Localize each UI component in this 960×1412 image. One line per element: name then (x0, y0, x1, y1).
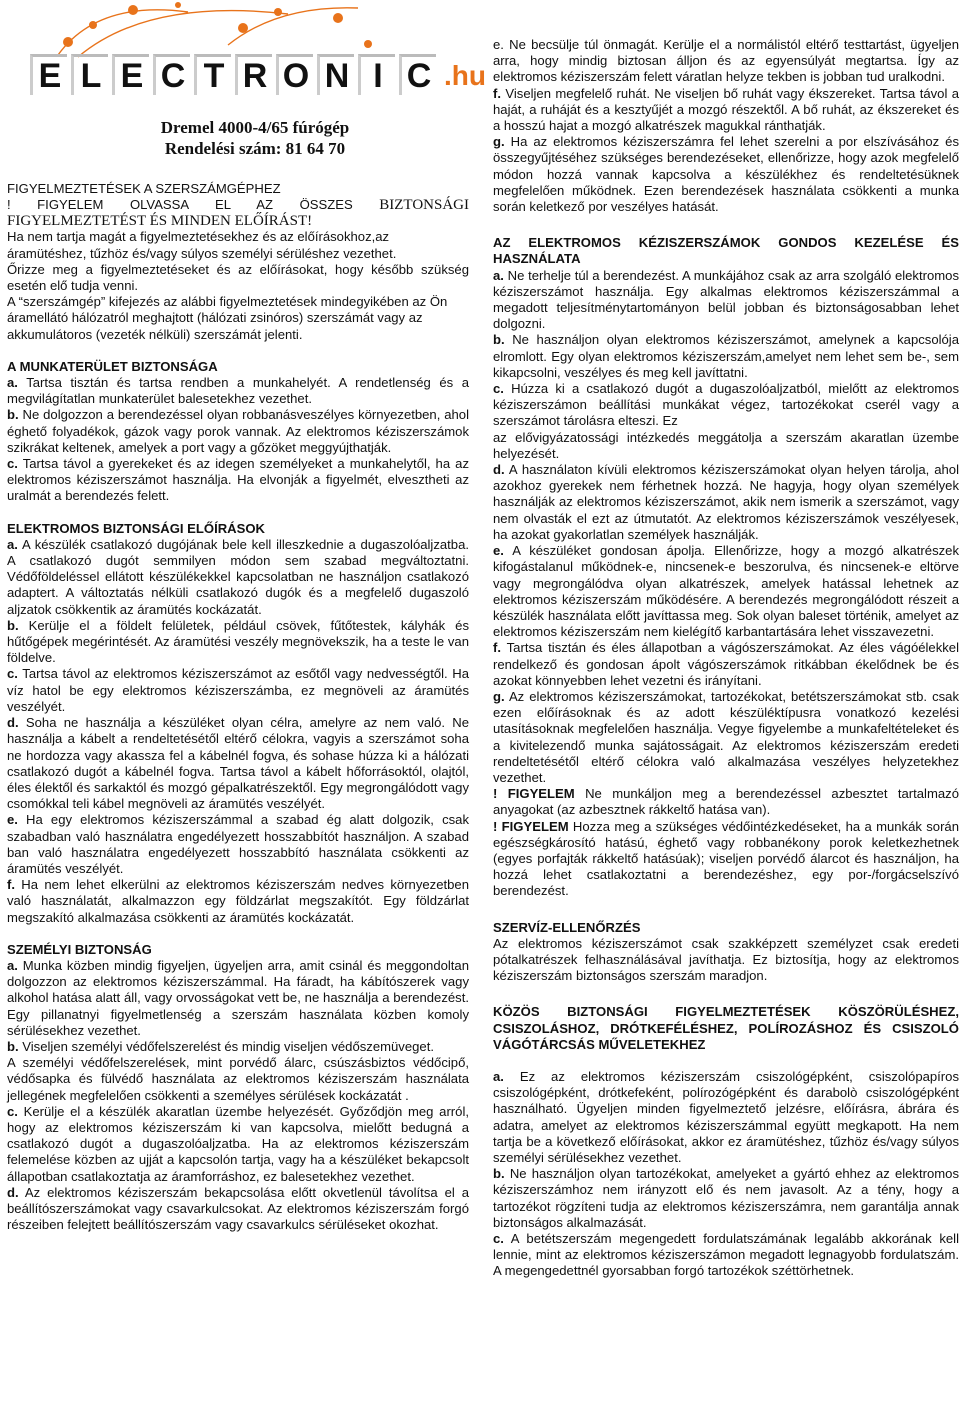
list-item: b. Ne dolgozzon a berendezéssel olyan robbanásveszélyes környezetben, ahol éghető folyadékok, gázok vagy porok vannak. Az elektromos kéziszerszámok szikrákat keltenek, amelyek a port vagy a gőzöket meggyújthatják. (7, 407, 469, 455)
section-heading-machine-warnings: FIGYELMEZTETÉSEK A SZERSZÁMGÉPHEZ (7, 181, 281, 196)
logo-letter: C (153, 54, 190, 95)
list-item: a. A készülék csatlakozó dugójának bele kell illeszkednie a dugaszolóaljzatba. A csatlakozó dugót semmilyen módon sem szabad megváltoztatni. Védőföldeléssel ellátott készülékekkel kapcsolatban ne használjon csatlakozó adaptert. A változtatás nélküli csatlakozó dugók és a megfelelő dugaszoló aljzatok csökkentik az áramütés kockázatát. (7, 536, 469, 617)
list-item: a. Tartsa tisztán és tartsa rendben a munkahelyét. A rendetlenség és a megvilágítatlan munkaterület balesetekhez vezethet. (7, 375, 469, 407)
paragraph-warning-consequence: Ha nem tartja magát a figyelmeztetésekhez és az előírásokhoz,az áramütéshez, tűzhöz és/vagy súlyos személyi sérüléshez vezethet. (7, 229, 397, 261)
section-heading-tool-care: AZ ELEKTROMOS KÉZISZERSZÁMOK GONDOS KEZELÉSE ÉS HASZNÁLATA (493, 235, 959, 267)
logo-letter: R (235, 54, 272, 95)
list-item: b. Ne használjon olyan tartozékokat, amelyeket a gyártó ehhez az elektromos kéziszerszámhoz nem irányzott elő és nem javasolt. Az a tény, hogy a tartozékot rögzíteni tudja az elektromos kéziszerszámra, nem garantálja annak biztonságos alkalmazását. (493, 1166, 959, 1230)
list-item: c. Húzza ki a csatlakozó dugót a dugaszolóaljzatból, mielőtt az elektromos kéziszerszámon beállítási munkákat végez, tartozékokat cserél vagy a szerszámot tárolásra elteszi. Ez (493, 381, 959, 429)
list-item: a. Munka közben mindig figyeljen, ügyeljen arra, amit csinál és meggondoltan dolgozzon az elektromos kéziszerszámmal. Ha fáradt, ha kábítószerek vagy alkohol hatása alatt áll, vagy orvosságokat vett be, ne használja a berendezést. Egy pillanatnyi figyelmetlenség a szerszám használata közben komoly sérülésekhez vezethet. (7, 957, 469, 1038)
list-item: a. Ez az elektromos kéziszerszám csiszológépként, csiszolópapíros csiszológépként, drótkefeként, polírozógépként és darabolò csiszológépként használható. Ügyeljen minden figyelmeztető jelzésre, előírásra, ábrára és adatra, amelyet az elektromos kéziszerszámmal együtt megkapott. Ha nem tartja be a következő előírásokat, akkor ez áramütéshez, tűzhöz és/vagy súlyos személyi sérülésekhez vezethet. (493, 1068, 959, 1165)
list-item: a. Ne terhelje túl a berendezést. A munkájához csak az arra szolgáló elektromos kéziszerszámot használja. Egy alkalmas elektromos kéziszerszámmal a megadott teljesítménytartományon belül jobban és biztonságosabban lehet dolgozni. (493, 267, 959, 332)
logo-letter: I (358, 54, 395, 95)
logo-letter: O (276, 54, 313, 95)
list-item: f. Ha nem lehet elkerülni az elektromos kéziszerszám nedves környezetben való használatát, alkalmazzon egy földzárlat megszakítót. Egy földzárlat megszakító alkalmazása csökkenti az áramütés kockázatát. (7, 877, 469, 925)
list-item: f. Viseljen megfelelő ruhát. Ne viseljen bő ruhát vagy ékszereket. Tartsa távol a haját, a ruháját és a kesztyűjét a mozgó részektől. A bő ruhát, az ékszereket és a hosszú hajat a mozgó alkatrészek magukkal ránthatják. (493, 85, 959, 134)
list-item: e. A készüléket gondosan ápolja. Ellenőrizze, hogy a mozgó alkatrészek kifogástalanul működnek-e, nincsenek-e beszorulva, és nincsenek-e eltörve vagy megrongálódva olyan alkatrészek, amelyek hatással lehetnek az elektromos kéziszerszám működésére. A berendezés megrongálódott részeit a készülék használata előtt javíttassa meg. Sok olyan baleset történik, amelyet az elektromos kéziszerszám nem kielégítő karbantartására lehet visszavezetni. (493, 543, 959, 640)
list-item: e. Ha egy elektromos kéziszerszámmal a szabad ég alatt dolgozik, csak szabadban való használatra engedélyezett hosszabbítót használjon. A szabad ban való használatra engedélyezett hosszabbító használata csökkenti az áramütés veszélyét. (7, 812, 469, 876)
section-heading-work-area: A MUNKATERÜLET BIZTONSÁGA (7, 358, 218, 374)
section-heading-personal: SZEMÉLYI BIZTONSÁG (7, 941, 152, 957)
logo-letter: E (112, 54, 149, 95)
list-item: e. Ne becsülje túl önmagát. Kerülje el a normálistól eltérő testtartást, ügyeljen arra, hogy mindig biztosan álljon és az egyensúlyát megtartsa. Így az elektromos kéziszerszám felett váratlan helyze tekben is jobban tud uralkodni. (493, 37, 959, 85)
warning-asbestos: ! FIGYELEM Ne munkáljon meg a berendezéssel azbesztet tartalmazó anyagokat (az azbesztnek rákkeltő hatása van). (493, 786, 959, 818)
list-item: f. Tartsa tisztán és éles állapotban a vágószerszámokat. Az éles vágóélekkel rendelkező és gondosan ápolt vágószerszámok ritkábban ékelődnek be és azokat könnyebben lehet vezetni és irányítani. (493, 640, 959, 688)
spacer (493, 1053, 959, 1069)
logo-suffix: .hu (444, 60, 486, 91)
list-item: d. Az elektromos kéziszerszám bekapcsolása előtt okvetlenül távolítsa el a beállítószerszámokat vagy csavarkulcsokat. Az elektromos kéziszerszám forgó részeiben felejtett beállítószerszám vagy csavarkulcs sérüléseket okozhat. (7, 1184, 469, 1233)
paragraph-service: Az elektromos kéziszerszámot csak szakképzett személyzet csak eredeti pótalkatrészek felhasználásával javíthatja. Ez biztosítja, hogy az elektromos kéziszerszám biztonságos szerszám maradjon. (493, 935, 959, 984)
list-item: g. Ha az elektromos kéziszerszámra fel lehet szerelni a por elszívásához és összegyűjtéséhez szükséges berendezéseket, ellenőrizze, hogy azok megfelelő módon hozzá vannak kapcsolva a készülékhez és rendeltetésüknek megfelelően működnek. Ezen berendezések használata csökkenti a munka során keletkező por veszélyes hatását. (493, 134, 959, 215)
right-column (493, 37, 959, 1280)
left-column (7, 181, 469, 1233)
logo-swoosh-icon (38, 0, 398, 60)
paragraph-keep-instructions: Őrizze meg a figyelmeztetéseket és az előírásokat, hogy később szükség esetén elő tudja venni. (7, 261, 469, 294)
section-heading-service: SZERVÍZ-ELLENŐRZÉS (493, 919, 641, 935)
paragraph-general-warning: ! FIGYELEM OLVASSA EL AZ ÖSSZES BIZTONSÁGI (7, 197, 469, 214)
paragraph-care-c-cont: az elővigyázatossági intézkedés meggátolja a szerszám akaratlan üzembe helyezését. (493, 429, 959, 461)
product-name: Dremel 4000-4/65 fúrógép (160, 118, 350, 137)
list-item: b. Viseljen személyi védőfelszerelést és mindig viseljen védőszemüveget. (7, 1038, 434, 1054)
section-heading-electrical: ELEKTROMOS BIZTONSÁGI ELŐÍRÁSOK (7, 520, 266, 536)
logo-letter: N (317, 54, 354, 95)
product-title (130, 117, 380, 159)
logo-letter: C (399, 54, 436, 95)
warning-dust: ! FIGYELEM Hozza meg a szükséges védőintézkedéseket, ha a munkák során egészségkárosító hatású, éghető vagy robbanékony porok keletkezhetnek (egyes porfajták rákkeltő hatásúak); viseljen porvédő álarcot és használjon, ha hozzá lehet csatlakoztatni a berendezéshez, egy por-/forgácselszívó berendezést. (493, 818, 959, 899)
paragraph-definition: A “szerszámgép” kifejezés az alábbi figyelmeztetések mindegyikében az Ön áramellátó hálózatról meghajtott (hálózati zsinóros) szerszámát vagy az akkumulátoros (vezeték nélküli) szerszámát jelenti. (7, 294, 448, 342)
logo-wordmark (30, 54, 486, 95)
section-heading-common-warnings: KÖZÖS BIZTONSÁGI FIGYELMEZTETÉSEK KÖSZÖRÜLÉSHEZ, CSISZOLÁSHOZ, DRÓTKEFÉLÉSHEZ, POLÍROZÁSHOZ ÉS CSISZOLÓ VÁGÓTÁRCSÁS MŰVELETEKHEZ (493, 1004, 959, 1052)
list-item: c. Kerülje el a készülék akaratlan üzembe helyezését. Győződjön meg arról, hogy az elektromos kéziszerszám ki van kapcsolva, mielőtt bedugná a csatlakozó dugót a dugaszolóaljzatba. Ha az elektromos kéziszerszám felemelése közben az ujját a kapcsolón tartja, vagy ha a készüléket bekapcsolt állapotban csatlakoztatja az áramforráshoz, ez balesetekhez vezethet. (7, 1103, 469, 1184)
list-item: b. Kerülje el a földelt felületek, például csövek, fűtőtestek, kályhák és hűtőgépek megérintését. Az áramütési veszély megnövekszik, ha a teste le van földelve. (7, 617, 469, 666)
logo-letter: E (30, 54, 67, 95)
list-item: b. Ne használjon olyan elektromos kéziszerszámot, amelynek a kapcsolója elromlott. Egy olyan elektromos kéziszerszám,amelyet nem lehet sem be-, sem kikapcsolni, veszélyes és meg kell javíttatni. (493, 332, 959, 380)
list-item: d. A használaton kívüli elektromos kéziszerszámokat olyan helyen tárolja, ahol azokhoz gyerekek nem férhetnek hozzá. Ne hagyja, hogy olyan személyek használják az elektromos kéziszerszámot, akik nem ismerik a szerszámot, vagy nem olvasták el ezt az útmutatót. Az elektromos kéziszerszámok veszélyesek, ha azokat gyakorlatlan személyek használják. (493, 462, 959, 542)
list-item: c. Tartsa távol a gyerekeket és az idegen személyeket a munkahelytől, ha az elektromos kéziszerszámot használja. Ha elvonják a figyelmét, elvesztheti az uralmát a berendezés felett. (7, 456, 469, 504)
electronic-logo (18, 0, 486, 100)
logo-letter: T (194, 54, 231, 95)
list-item: g. Az elektromos kéziszerszámokat, tartozékokat, betétszerszámokat stb. csak ezen előírásoknak és az adott készüléktípusra vonatkozó kezelési utasításoknak megfelelően használja. Vegye figyelembe a munkafeltételeket és a kivitelezendő munka sajátosságait. Az elektromos kéziszerszám eredeti rendeltetésétől eltérő célokra való alkalmazása veszélyes helyzetekhez vezethet. (493, 688, 959, 785)
list-item: c. A betétszerszám megengedett fordulatszámának legalább akkorának kell lennie, mint az elektromos kéziszerszámon megadott legnagyobb fordulatszám. A megengedettnél gyorsabban forgó tartozékok széttörhetnek. (493, 1231, 959, 1279)
list-item: d. Soha ne használja a készüléket olyan célra, amelyre az nem való. Ne használja a kábelt a rendeltetésétől eltérő célokra, vagyis a szerszámot soha ne hordozza vagy akassza fel a kábelnél fogva, és sohase húzza ki a hálózati csatlakozó dugót a kábelnél fogva. Tartsa távol a kábelt hőforrásoktól, olajtól, éles élektől és sarkaktól és mozgó gépalkatrészektől. Egy megrongálódott vagy csomókkal teli kábel megnöveli az áramütés veszélyét. (7, 715, 469, 812)
list-item: c. Tartsa távol az elektromos kéziszerszámot az esőtől vagy nedvességtől. Ha víz hatol be egy elektromos kéziszerszámba, ez megnöveli az áramütés veszélyét. (7, 666, 469, 714)
logo-letter: L (71, 54, 108, 95)
paragraph-protective-gear: A személyi védőfelszerelések, mint porvédő álarc, csúszásbiztos védőcipő, védősapka és fülvédő használata az elektromos kéziszerszám használata jellegének megfelelően csökkenti a személyes sérülések kockázatát . (7, 1055, 469, 1103)
paragraph-general-warning-cont: FIGYELMEZTETÉST ÉS MINDEN ELŐÍRÁST! (7, 213, 313, 230)
order-number: Rendelési szám: 81 64 70 (164, 139, 346, 158)
